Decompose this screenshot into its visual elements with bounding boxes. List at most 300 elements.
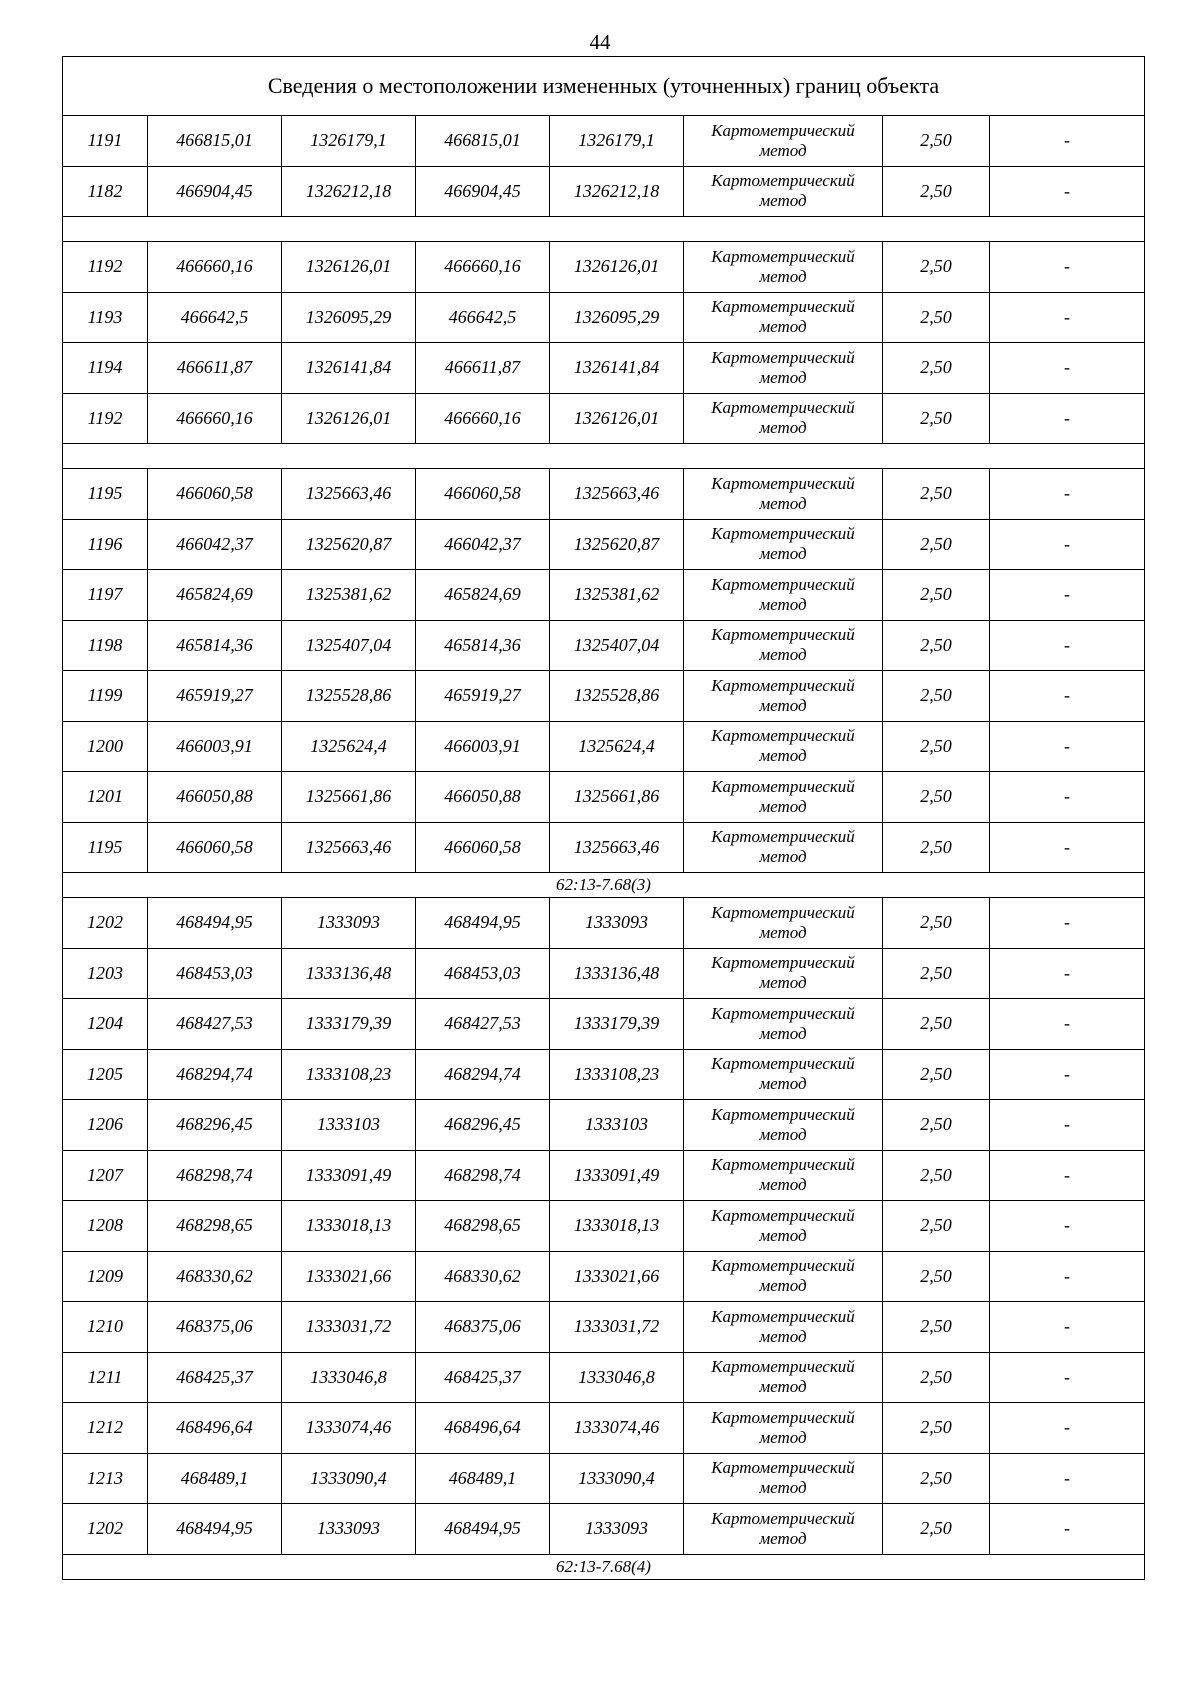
note-cell: - bbox=[990, 1251, 1145, 1302]
y-existing-cell: 1333093 bbox=[282, 1504, 416, 1555]
method-cell bbox=[684, 393, 883, 444]
method-line1: Картометрический bbox=[711, 524, 855, 544]
note-cell: - bbox=[990, 1352, 1145, 1403]
block-separator-row bbox=[63, 444, 1145, 469]
method-cell bbox=[684, 1504, 883, 1555]
y-new-cell: 1325661,86 bbox=[550, 772, 684, 823]
point-number-cell: 1192 bbox=[63, 242, 148, 293]
method-cell bbox=[684, 1302, 883, 1353]
x-existing-cell: 468294,74 bbox=[148, 1049, 282, 1100]
table-title-row bbox=[63, 57, 1145, 116]
table-row bbox=[63, 1049, 1145, 1100]
y-new-cell: 1333136,48 bbox=[550, 948, 684, 999]
x-new-cell: 465919,27 bbox=[416, 671, 550, 722]
y-existing-cell: 1326179,1 bbox=[282, 116, 416, 167]
x-existing-cell: 465814,36 bbox=[148, 620, 282, 671]
note-cell: - bbox=[990, 671, 1145, 722]
method-line2: метод bbox=[759, 191, 807, 211]
x-new-cell: 468453,03 bbox=[416, 948, 550, 999]
y-existing-cell: 1325663,46 bbox=[282, 469, 416, 520]
method-line1: Картометрический bbox=[711, 1104, 855, 1124]
method-line1: Картометрический bbox=[711, 776, 855, 796]
method-cell bbox=[684, 772, 883, 823]
method-cell bbox=[684, 116, 883, 167]
x-existing-cell: 466660,16 bbox=[148, 242, 282, 293]
x-existing-cell: 466060,58 bbox=[148, 469, 282, 520]
section-label-row bbox=[63, 1554, 1145, 1579]
x-existing-cell: 466050,88 bbox=[148, 772, 282, 823]
point-number-cell: 1203 bbox=[63, 948, 148, 999]
y-new-cell: 1326179,1 bbox=[550, 116, 684, 167]
point-number-cell: 1195 bbox=[63, 822, 148, 873]
method-cell bbox=[684, 1453, 883, 1504]
table-row bbox=[63, 948, 1145, 999]
table-row bbox=[63, 1251, 1145, 1302]
method-line2: метод bbox=[759, 1377, 807, 1397]
method-line1: Картометрический bbox=[711, 1306, 855, 1326]
precision-cell: 2,50 bbox=[883, 570, 990, 621]
table-row bbox=[63, 721, 1145, 772]
table-row bbox=[63, 1201, 1145, 1252]
note-cell: - bbox=[990, 1201, 1145, 1252]
method-line2: метод bbox=[759, 922, 807, 942]
method-line2: метод bbox=[759, 418, 807, 438]
point-number-cell: 1200 bbox=[63, 721, 148, 772]
x-new-cell: 468425,37 bbox=[416, 1352, 550, 1403]
method-line1: Картометрический bbox=[711, 675, 855, 695]
y-new-cell: 1333046,8 bbox=[550, 1352, 684, 1403]
precision-cell: 2,50 bbox=[883, 671, 990, 722]
table-row bbox=[63, 292, 1145, 343]
x-existing-cell: 468296,45 bbox=[148, 1100, 282, 1151]
note-cell: - bbox=[990, 519, 1145, 570]
x-new-cell: 466660,16 bbox=[416, 242, 550, 293]
method-line1: Картометрический bbox=[711, 953, 855, 973]
y-existing-cell: 1325620,87 bbox=[282, 519, 416, 570]
y-new-cell: 1325663,46 bbox=[550, 822, 684, 873]
y-existing-cell: 1333090,4 bbox=[282, 1453, 416, 1504]
y-new-cell: 1333179,39 bbox=[550, 999, 684, 1050]
boundary-coordinates-table bbox=[62, 56, 1145, 1580]
method-cell bbox=[684, 570, 883, 621]
method-line1: Картометрический bbox=[711, 473, 855, 493]
method-line1: Картометрический bbox=[711, 1155, 855, 1175]
method-line2: метод bbox=[759, 1023, 807, 1043]
table-row bbox=[63, 898, 1145, 949]
table-row bbox=[63, 999, 1145, 1050]
x-existing-cell: 468494,95 bbox=[148, 1504, 282, 1555]
section-label: 62:13-7.68(4) bbox=[63, 1554, 1145, 1579]
x-new-cell: 465814,36 bbox=[416, 620, 550, 671]
note-cell: - bbox=[990, 1453, 1145, 1504]
precision-cell: 2,50 bbox=[883, 822, 990, 873]
table-row bbox=[63, 166, 1145, 217]
method-line1: Картометрический bbox=[711, 625, 855, 645]
x-existing-cell: 466904,45 bbox=[148, 166, 282, 217]
x-existing-cell: 466003,91 bbox=[148, 721, 282, 772]
method-cell bbox=[684, 822, 883, 873]
point-number-cell: 1205 bbox=[63, 1049, 148, 1100]
x-existing-cell: 465824,69 bbox=[148, 570, 282, 621]
point-number-cell: 1195 bbox=[63, 469, 148, 520]
precision-cell: 2,50 bbox=[883, 721, 990, 772]
precision-cell: 2,50 bbox=[883, 469, 990, 520]
x-existing-cell: 468375,06 bbox=[148, 1302, 282, 1353]
y-new-cell: 1333090,4 bbox=[550, 1453, 684, 1504]
method-cell bbox=[684, 242, 883, 293]
method-line2: метод bbox=[759, 140, 807, 160]
method-cell bbox=[684, 292, 883, 343]
y-existing-cell: 1325528,86 bbox=[282, 671, 416, 722]
method-cell bbox=[684, 898, 883, 949]
method-line2: метод bbox=[759, 847, 807, 867]
note-cell: - bbox=[990, 1049, 1145, 1100]
y-existing-cell: 1333031,72 bbox=[282, 1302, 416, 1353]
y-existing-cell: 1333108,23 bbox=[282, 1049, 416, 1100]
x-new-cell: 466642,5 bbox=[416, 292, 550, 343]
note-cell: - bbox=[990, 772, 1145, 823]
table-row bbox=[63, 1504, 1145, 1555]
section-label-row bbox=[63, 873, 1145, 898]
point-number-cell: 1202 bbox=[63, 1504, 148, 1555]
precision-cell: 2,50 bbox=[883, 1403, 990, 1454]
y-existing-cell: 1333046,8 bbox=[282, 1352, 416, 1403]
x-existing-cell: 468496,64 bbox=[148, 1403, 282, 1454]
x-new-cell: 468296,45 bbox=[416, 1100, 550, 1151]
x-existing-cell: 468494,95 bbox=[148, 898, 282, 949]
y-new-cell: 1333021,66 bbox=[550, 1251, 684, 1302]
x-new-cell: 468494,95 bbox=[416, 898, 550, 949]
x-new-cell: 466904,45 bbox=[416, 166, 550, 217]
y-existing-cell: 1333179,39 bbox=[282, 999, 416, 1050]
y-existing-cell: 1325381,62 bbox=[282, 570, 416, 621]
precision-cell: 2,50 bbox=[883, 1049, 990, 1100]
precision-cell: 2,50 bbox=[883, 772, 990, 823]
y-new-cell: 1325620,87 bbox=[550, 519, 684, 570]
method-cell bbox=[684, 1150, 883, 1201]
y-new-cell: 1333108,23 bbox=[550, 1049, 684, 1100]
table-row bbox=[63, 1302, 1145, 1353]
x-new-cell: 466660,16 bbox=[416, 393, 550, 444]
method-line2: метод bbox=[759, 645, 807, 665]
point-number-cell: 1211 bbox=[63, 1352, 148, 1403]
note-cell: - bbox=[990, 469, 1145, 520]
section-label: 62:13-7.68(3) bbox=[63, 873, 1145, 898]
method-line1: Картометрический bbox=[711, 1003, 855, 1023]
point-number-cell: 1199 bbox=[63, 671, 148, 722]
method-line1: Картометрический bbox=[711, 1256, 855, 1276]
precision-cell: 2,50 bbox=[883, 1100, 990, 1151]
method-cell bbox=[684, 1352, 883, 1403]
y-existing-cell: 1326212,18 bbox=[282, 166, 416, 217]
y-new-cell: 1325624,4 bbox=[550, 721, 684, 772]
precision-cell: 2,50 bbox=[883, 1201, 990, 1252]
x-existing-cell: 466815,01 bbox=[148, 116, 282, 167]
point-number-cell: 1213 bbox=[63, 1453, 148, 1504]
method-line1: Картометрический bbox=[711, 726, 855, 746]
point-number-cell: 1198 bbox=[63, 620, 148, 671]
y-new-cell: 1333093 bbox=[550, 898, 684, 949]
point-number-cell: 1204 bbox=[63, 999, 148, 1050]
point-number-cell: 1196 bbox=[63, 519, 148, 570]
y-new-cell: 1325663,46 bbox=[550, 469, 684, 520]
table-row bbox=[63, 772, 1145, 823]
y-existing-cell: 1333021,66 bbox=[282, 1251, 416, 1302]
y-new-cell: 1326126,01 bbox=[550, 242, 684, 293]
precision-cell: 2,50 bbox=[883, 1453, 990, 1504]
method-cell bbox=[684, 999, 883, 1050]
method-cell bbox=[684, 620, 883, 671]
method-line1: Картометрический bbox=[711, 1054, 855, 1074]
x-existing-cell: 468298,74 bbox=[148, 1150, 282, 1201]
y-new-cell: 1333018,13 bbox=[550, 1201, 684, 1252]
page-number: 44 bbox=[589, 30, 611, 54]
table-row bbox=[63, 570, 1145, 621]
y-existing-cell: 1326126,01 bbox=[282, 242, 416, 293]
note-cell: - bbox=[990, 822, 1145, 873]
point-number-cell: 1193 bbox=[63, 292, 148, 343]
table-row bbox=[63, 1453, 1145, 1504]
y-new-cell: 1325407,04 bbox=[550, 620, 684, 671]
x-new-cell: 468298,74 bbox=[416, 1150, 550, 1201]
precision-cell: 2,50 bbox=[883, 116, 990, 167]
method-cell bbox=[684, 1201, 883, 1252]
point-number-cell: 1210 bbox=[63, 1302, 148, 1353]
point-number-cell: 1206 bbox=[63, 1100, 148, 1151]
method-line2: метод bbox=[759, 1225, 807, 1245]
x-new-cell: 466060,58 bbox=[416, 822, 550, 873]
precision-cell: 2,50 bbox=[883, 519, 990, 570]
y-new-cell: 1333093 bbox=[550, 1504, 684, 1555]
note-cell: - bbox=[990, 721, 1145, 772]
x-new-cell: 468427,53 bbox=[416, 999, 550, 1050]
table-body bbox=[63, 57, 1145, 1580]
x-new-cell: 468298,65 bbox=[416, 1201, 550, 1252]
x-new-cell: 468496,64 bbox=[416, 1403, 550, 1454]
method-line2: метод bbox=[759, 594, 807, 614]
x-existing-cell: 468453,03 bbox=[148, 948, 282, 999]
y-existing-cell: 1325661,86 bbox=[282, 772, 416, 823]
method-line1: Картометрический bbox=[711, 1508, 855, 1528]
method-line1: Картометрический bbox=[711, 347, 855, 367]
x-existing-cell: 468298,65 bbox=[148, 1201, 282, 1252]
method-line2: метод bbox=[759, 1427, 807, 1447]
note-cell: - bbox=[990, 1302, 1145, 1353]
note-cell: - bbox=[990, 343, 1145, 394]
x-existing-cell: 468330,62 bbox=[148, 1251, 282, 1302]
point-number-cell: 1194 bbox=[63, 343, 148, 394]
x-existing-cell: 466042,37 bbox=[148, 519, 282, 570]
note-cell: - bbox=[990, 292, 1145, 343]
table-row bbox=[63, 1150, 1145, 1201]
method-line2: метод bbox=[759, 544, 807, 564]
point-number-cell: 1191 bbox=[63, 116, 148, 167]
precision-cell: 2,50 bbox=[883, 166, 990, 217]
method-cell bbox=[684, 1403, 883, 1454]
y-new-cell: 1326141,84 bbox=[550, 343, 684, 394]
method-line1: Картометрический bbox=[711, 902, 855, 922]
precision-cell: 2,50 bbox=[883, 1150, 990, 1201]
table-row bbox=[63, 822, 1145, 873]
method-line1: Картометрический bbox=[711, 297, 855, 317]
y-new-cell: 1333031,72 bbox=[550, 1302, 684, 1353]
y-new-cell: 1333074,46 bbox=[550, 1403, 684, 1454]
method-line2: метод bbox=[759, 317, 807, 337]
method-line2: метод bbox=[759, 1175, 807, 1195]
table-title: Сведения о местоположении измененных (уточненных) границ объекта bbox=[63, 57, 1145, 116]
note-cell: - bbox=[990, 948, 1145, 999]
y-existing-cell: 1333091,49 bbox=[282, 1150, 416, 1201]
y-existing-cell: 1333018,13 bbox=[282, 1201, 416, 1252]
y-existing-cell: 1326141,84 bbox=[282, 343, 416, 394]
y-existing-cell: 1333074,46 bbox=[282, 1403, 416, 1454]
note-cell: - bbox=[990, 116, 1145, 167]
note-cell: - bbox=[990, 898, 1145, 949]
method-line2: метод bbox=[759, 1276, 807, 1296]
x-existing-cell: 466611,87 bbox=[148, 343, 282, 394]
precision-cell: 2,50 bbox=[883, 620, 990, 671]
precision-cell: 2,50 bbox=[883, 948, 990, 999]
precision-cell: 2,50 bbox=[883, 1352, 990, 1403]
x-new-cell: 466050,88 bbox=[416, 772, 550, 823]
method-cell bbox=[684, 469, 883, 520]
x-new-cell: 466611,87 bbox=[416, 343, 550, 394]
point-number-cell: 1208 bbox=[63, 1201, 148, 1252]
table-row bbox=[63, 519, 1145, 570]
x-existing-cell: 466060,58 bbox=[148, 822, 282, 873]
table-row bbox=[63, 1352, 1145, 1403]
method-cell bbox=[684, 343, 883, 394]
x-existing-cell: 465919,27 bbox=[148, 671, 282, 722]
x-new-cell: 468294,74 bbox=[416, 1049, 550, 1100]
method-line2: метод bbox=[759, 1326, 807, 1346]
y-existing-cell: 1333136,48 bbox=[282, 948, 416, 999]
note-cell: - bbox=[990, 1403, 1145, 1454]
method-line1: Картометрический bbox=[711, 1458, 855, 1478]
method-line1: Картометрический bbox=[711, 1357, 855, 1377]
table-row bbox=[63, 393, 1145, 444]
y-existing-cell: 1333103 bbox=[282, 1100, 416, 1151]
method-line2: метод bbox=[759, 1528, 807, 1548]
precision-cell: 2,50 bbox=[883, 898, 990, 949]
point-number-cell: 1192 bbox=[63, 393, 148, 444]
precision-cell: 2,50 bbox=[883, 1302, 990, 1353]
y-existing-cell: 1333093 bbox=[282, 898, 416, 949]
note-cell: - bbox=[990, 620, 1145, 671]
table-row bbox=[63, 620, 1145, 671]
block-separator-row bbox=[63, 217, 1145, 242]
y-new-cell: 1333103 bbox=[550, 1100, 684, 1151]
table-row bbox=[63, 671, 1145, 722]
method-line2: метод bbox=[759, 367, 807, 387]
precision-cell: 2,50 bbox=[883, 292, 990, 343]
method-cell bbox=[684, 1100, 883, 1151]
x-new-cell: 465824,69 bbox=[416, 570, 550, 621]
method-line2: метод bbox=[759, 1124, 807, 1144]
y-new-cell: 1333091,49 bbox=[550, 1150, 684, 1201]
method-line1: Картометрический bbox=[711, 171, 855, 191]
method-line2: метод bbox=[759, 695, 807, 715]
point-number-cell: 1212 bbox=[63, 1403, 148, 1454]
note-cell: - bbox=[990, 166, 1145, 217]
note-cell: - bbox=[990, 393, 1145, 444]
x-new-cell: 466815,01 bbox=[416, 116, 550, 167]
precision-cell: 2,50 bbox=[883, 242, 990, 293]
block-separator bbox=[63, 217, 1145, 242]
method-line2: метод bbox=[759, 796, 807, 816]
x-new-cell: 466042,37 bbox=[416, 519, 550, 570]
x-existing-cell: 468425,37 bbox=[148, 1352, 282, 1403]
point-number-cell: 1202 bbox=[63, 898, 148, 949]
x-new-cell: 468375,06 bbox=[416, 1302, 550, 1353]
table-row bbox=[63, 343, 1145, 394]
y-new-cell: 1326126,01 bbox=[550, 393, 684, 444]
block-separator bbox=[63, 444, 1145, 469]
note-cell: - bbox=[990, 242, 1145, 293]
point-number-cell: 1201 bbox=[63, 772, 148, 823]
method-line2: метод bbox=[759, 973, 807, 993]
note-cell: - bbox=[990, 999, 1145, 1050]
method-line1: Картометрический bbox=[711, 246, 855, 266]
x-existing-cell: 468489,1 bbox=[148, 1453, 282, 1504]
method-cell bbox=[684, 1251, 883, 1302]
method-cell bbox=[684, 721, 883, 772]
x-new-cell: 466003,91 bbox=[416, 721, 550, 772]
x-new-cell: 466060,58 bbox=[416, 469, 550, 520]
table-row bbox=[63, 116, 1145, 167]
point-number-cell: 1207 bbox=[63, 1150, 148, 1201]
table-row bbox=[63, 1100, 1145, 1151]
y-new-cell: 1326212,18 bbox=[550, 166, 684, 217]
method-line2: метод bbox=[759, 493, 807, 513]
y-existing-cell: 1325663,46 bbox=[282, 822, 416, 873]
method-cell bbox=[684, 948, 883, 999]
method-line2: метод bbox=[759, 746, 807, 766]
point-number-cell: 1197 bbox=[63, 570, 148, 621]
point-number-cell: 1209 bbox=[63, 1251, 148, 1302]
y-new-cell: 1325381,62 bbox=[550, 570, 684, 621]
y-existing-cell: 1326126,01 bbox=[282, 393, 416, 444]
note-cell: - bbox=[990, 570, 1145, 621]
x-new-cell: 468330,62 bbox=[416, 1251, 550, 1302]
x-new-cell: 468489,1 bbox=[416, 1453, 550, 1504]
y-new-cell: 1326095,29 bbox=[550, 292, 684, 343]
method-line1: Картометрический bbox=[711, 120, 855, 140]
x-existing-cell: 466660,16 bbox=[148, 393, 282, 444]
method-line2: метод bbox=[759, 266, 807, 286]
method-cell bbox=[684, 671, 883, 722]
y-existing-cell: 1325624,4 bbox=[282, 721, 416, 772]
method-line1: Картометрический bbox=[711, 1407, 855, 1427]
y-existing-cell: 1326095,29 bbox=[282, 292, 416, 343]
method-line1: Картометрический bbox=[711, 574, 855, 594]
method-line1: Картометрический bbox=[711, 398, 855, 418]
precision-cell: 2,50 bbox=[883, 1251, 990, 1302]
method-line1: Картометрический bbox=[711, 1205, 855, 1225]
precision-cell: 2,50 bbox=[883, 1504, 990, 1555]
table-row bbox=[63, 1403, 1145, 1454]
method-cell bbox=[684, 519, 883, 570]
note-cell: - bbox=[990, 1504, 1145, 1555]
x-new-cell: 468494,95 bbox=[416, 1504, 550, 1555]
table-row bbox=[63, 242, 1145, 293]
method-cell bbox=[684, 166, 883, 217]
precision-cell: 2,50 bbox=[883, 393, 990, 444]
x-existing-cell: 466642,5 bbox=[148, 292, 282, 343]
method-cell bbox=[684, 1049, 883, 1100]
y-new-cell: 1325528,86 bbox=[550, 671, 684, 722]
precision-cell: 2,50 bbox=[883, 343, 990, 394]
